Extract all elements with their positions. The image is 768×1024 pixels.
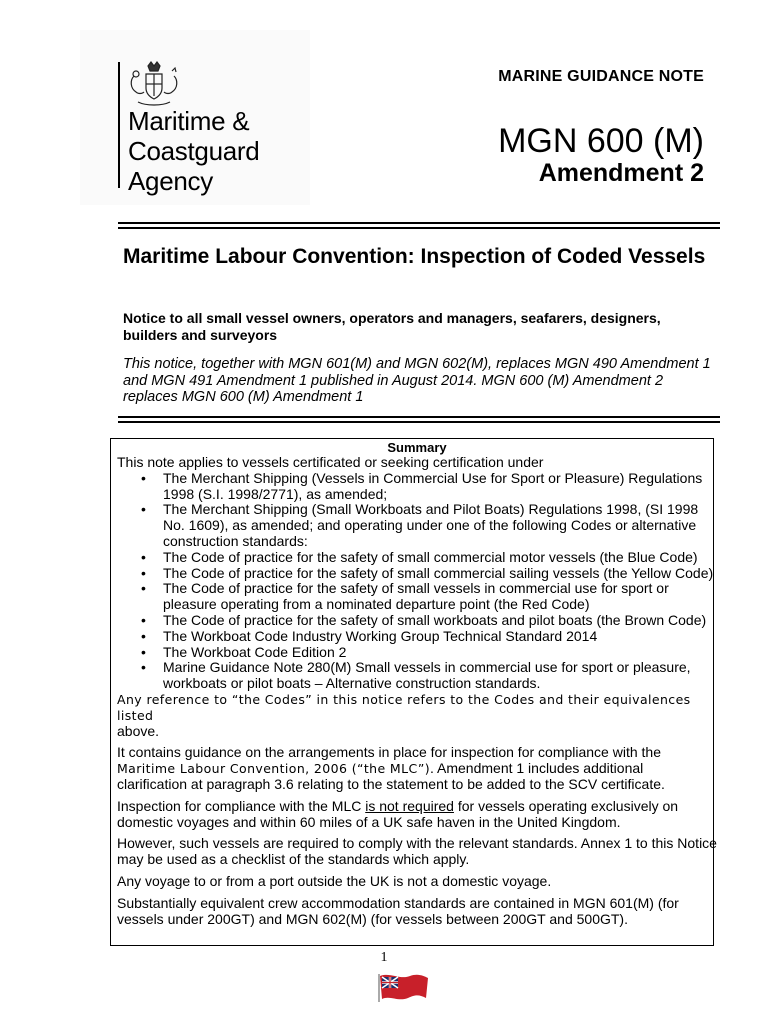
- doc-type-label: MARINE GUIDANCE NOTE: [498, 68, 704, 85]
- list-item: • Marine Guidance Note 280(M) Small vessels in commercial use for sport or pleasure, workboats or pilot boats – Alternative construction standards.: [141, 659, 691, 692]
- not-required-emphasis: is not required: [365, 797, 454, 814]
- however-paragraph: However, such vessels are required to comply with the relevant standards. Annex 1 to this Notice may be used as a checklist of the standards which apply.: [117, 835, 717, 868]
- intro-paragraph: This notice, together with MGN 601(M) and MGN 602(M), replaces MGN 490 Amendment 1 and MGN 491 Amendment 1 published in August 2014. MGN 600 (M) Amendment 2 replaces MGN 600 (M) Amendment 1: [123, 356, 711, 405]
- page-number: 1: [380, 950, 388, 965]
- list-item: • The Code of practice for the safety of small commercial sailing vessels (the Yellow Code): [141, 564, 714, 581]
- agency-line-2: Coastguard: [128, 136, 260, 166]
- summary-heading: Summary: [387, 440, 447, 455]
- summary-lead: This note applies to vessels certificated or seeking certification under: [117, 454, 544, 470]
- logo-divider: [118, 62, 120, 188]
- mlc-name: Maritime Labour Convention, 2006 (“the MLC”): [117, 761, 430, 777]
- intro-rule-top: [118, 416, 720, 418]
- summary-content: [117, 440, 717, 927]
- codes-list: [117, 471, 717, 692]
- agency-name: [128, 106, 259, 196]
- doc-amendment: Amendment 2: [538, 159, 704, 187]
- list-item: • The Code of practice for the safety of small workboats and pilot boats (the Brown Code): [141, 611, 707, 628]
- page-title: Maritime Labour Convention: Inspection of Coded Vessels: [123, 245, 706, 268]
- voyage-paragraph: Any voyage to or from a port outside the UK is not a domestic voyage.: [117, 872, 552, 889]
- list-item: • The Workboat Code Industry Working Group Technical Standard 2014: [141, 627, 598, 644]
- list-item: • The Code of practice for the safety of small vessels in commercial use for sport or pleasure operating from a nominated departure point (the Red Code): [141, 580, 669, 613]
- list-item: • The Workboat Code Edition 2: [141, 643, 347, 660]
- doc-number: MGN 600 (M): [498, 122, 704, 160]
- agency-line-1: Maritime &: [128, 106, 250, 136]
- inspection-paragraph: Inspection for compliance with the MLC is not required for vessels operating exclusively on domestic voyages and within 60 miles of a UK safe haven in the United Kingdom.: [117, 797, 679, 830]
- list-item: • The Merchant Shipping (Vessels in Commercial Use for Sport or Pleasure) Regulations 1998 (S.I. 1998/2771), as amended;: [141, 469, 703, 502]
- notice-audience: Notice to all small vessel owners, operators and managers, seafarers, designers, builders and surveyors: [123, 310, 661, 343]
- codes-reference-text: Any reference to “the Codes” in this notice refers to the Codes and their equivalences listed: [117, 691, 691, 723]
- codes-reference: [117, 692, 717, 739]
- header-rule-top: [118, 222, 720, 224]
- red-ensign-flag-icon: [376, 970, 432, 1004]
- list-item: • The Code of practice for the safety of small commercial motor vessels (the Blue Code): [141, 548, 698, 565]
- codes-reference-end: above.: [117, 722, 160, 739]
- guidance-paragraph: It contains guidance on the arrangements in place for inspection for compliance with the Maritime Labour Convention, 2006 (“the MLC”). Amendment 1 includes additional clarification at paragraph 3.6 relating to the statement to be added to the SCV certificate.: [117, 744, 665, 792]
- royal-crest-icon: [126, 60, 182, 108]
- intro-rule-bottom: [118, 421, 720, 423]
- equivalent-paragraph: Substantially equivalent crew accommodation standards are contained in MGN 601(M) (for vessels under 200GT) and MGN 602(M) (for vessels between 200GT and 500GT).: [117, 894, 679, 927]
- list-item: • The Merchant Shipping (Small Workboats and Pilot Boats) Regulations 1998, (SI 1998 No. 1609), as amended; and operating under one of the following Codes or alternative construction standards:: [141, 501, 699, 549]
- header-rule-bottom: [118, 227, 720, 229]
- agency-line-3: Agency: [128, 166, 213, 196]
